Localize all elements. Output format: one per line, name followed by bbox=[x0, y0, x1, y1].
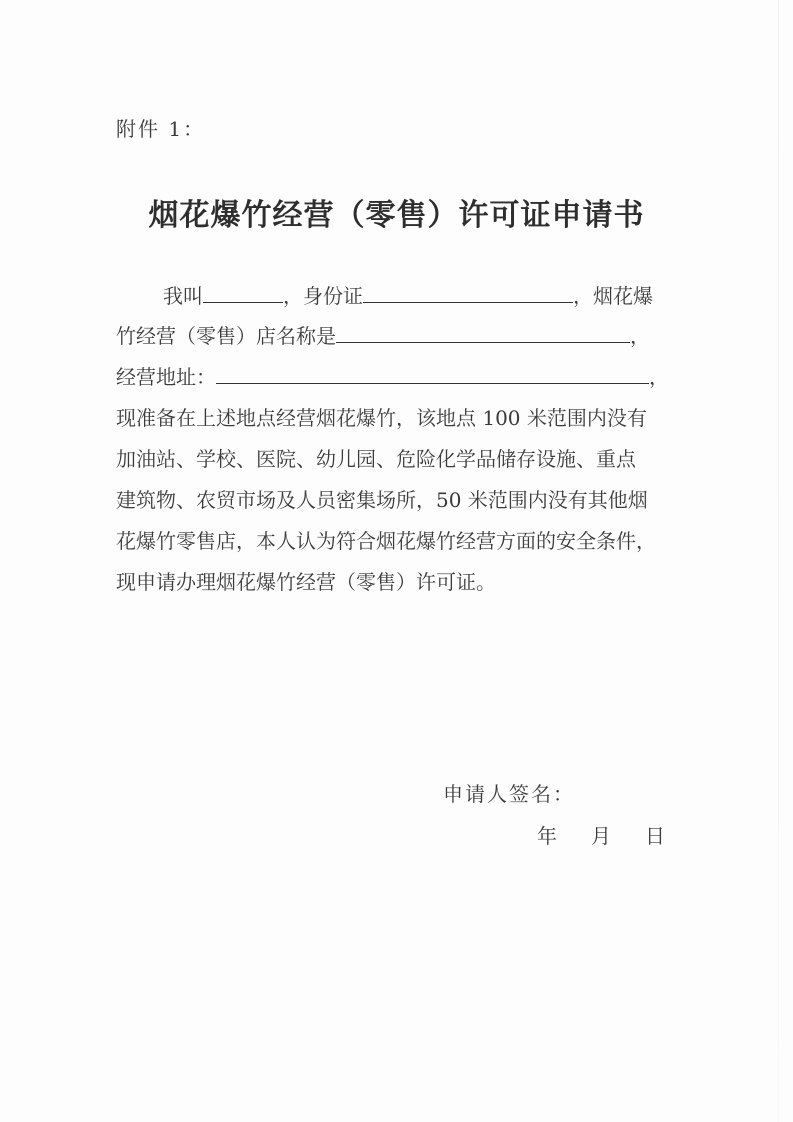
body-line: 现申请办理烟花爆竹经营（零售）许可证。 bbox=[116, 570, 496, 594]
address-blank[interactable] bbox=[216, 363, 649, 384]
body-line: 花爆竹零售店，本人认为符合烟花爆竹经营方面的安全条件， bbox=[116, 529, 656, 553]
signature-label: 申请人签名： bbox=[443, 782, 575, 806]
date-day: 日 bbox=[645, 824, 665, 848]
line2-suffix: ， bbox=[630, 324, 650, 348]
form-line-address bbox=[116, 362, 669, 392]
date-month: 月 bbox=[591, 824, 611, 848]
document-title: 烟花爆竹经营（零售）许可证申请书 bbox=[148, 198, 645, 233]
body-line: 加油站、学校、医院、幼儿园、危险化学品储存设施、重点 bbox=[116, 447, 636, 471]
name-label: 我叫 bbox=[163, 284, 203, 308]
line1-suffix: ，烟花爆 bbox=[573, 284, 653, 308]
store-name-blank[interactable] bbox=[336, 322, 630, 343]
id-label: ，身份证 bbox=[283, 284, 363, 308]
form-line-name-id bbox=[163, 281, 653, 311]
id-blank[interactable] bbox=[363, 282, 573, 303]
address-label: 经营地址： bbox=[116, 365, 216, 389]
line3-suffix: ， bbox=[649, 365, 669, 389]
body-line: 建筑物、农贸市场及人员密集场所，50 米范围内没有其他烟 bbox=[116, 488, 648, 512]
form-line-store-name bbox=[116, 321, 650, 351]
attachment-label: 附件 1： bbox=[116, 117, 206, 141]
date-year: 年 bbox=[537, 824, 557, 848]
name-blank[interactable] bbox=[203, 282, 283, 303]
store-name-label: 竹经营（零售）店名称是 bbox=[116, 324, 336, 348]
body-line: 现准备在上述地点经营烟花爆竹，该地点 100 米范围内没有 bbox=[116, 406, 647, 430]
page-edge bbox=[778, 0, 779, 1122]
